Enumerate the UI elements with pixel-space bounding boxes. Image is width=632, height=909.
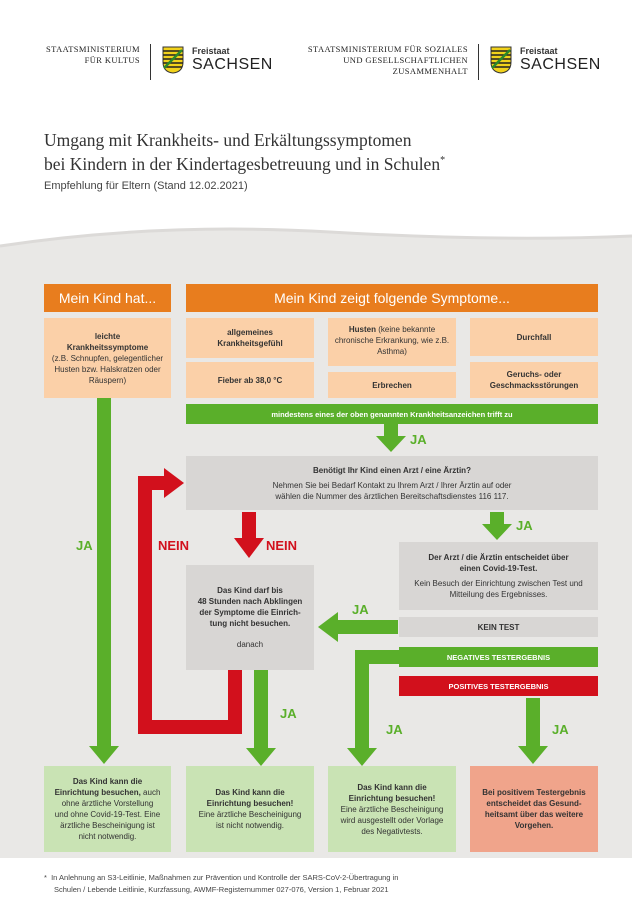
outcome1-rest2: ohne ärztliche Vorstellung <box>61 799 154 808</box>
footnote-line1 <box>44 872 604 884</box>
ministry-soziales-line3: ZUSAMMENHALT <box>392 66 468 76</box>
outcome1-rest3: und ohne Covid-19-Test. Eine <box>54 810 161 819</box>
outcome-visit-no-test <box>44 766 171 852</box>
outcome3-rest2: wird ausgestellt oder Vorlage <box>340 815 444 825</box>
positive-result-bar: POSITIVES TESTERGEBNIS <box>399 676 598 696</box>
doctor-question-line1: Nehmen Sie bei Bedarf Kontakt zu Ihrem Arzt / Ihrer Ärztin auf oder <box>272 480 512 490</box>
outcome1-bold2: Einrichtung besuchen, <box>54 788 141 797</box>
outcome4-line3: heitsamt über das weitere <box>484 810 584 819</box>
outcome2-bold2: Einrichtung besuchen! <box>206 799 294 808</box>
outcome1-bold1: Das Kind kann die <box>72 777 143 786</box>
symptom-smell-taste-text: Geruchs- oder Geschmacksstörungen <box>489 370 579 390</box>
label-yes-criteria: JA <box>410 432 427 447</box>
symptom-general-illness-text: allgemeines Krankheitsgefühl <box>217 328 283 348</box>
freistaat-label-left: Freistaat <box>192 46 230 56</box>
saxony-crest-icon <box>490 46 512 74</box>
ministry-soziales-line1: STAATSMINISTERIUM FÜR SOZIALES <box>307 44 468 54</box>
ministry-kultus <box>44 44 140 66</box>
symptom-general-illness <box>186 318 314 358</box>
page-title-line2 <box>44 154 445 175</box>
symptom-vomiting-text: Erbrechen <box>372 380 412 390</box>
outcome2-rest1: Eine ärztliche Bescheinigung <box>198 810 302 819</box>
symptom-cough-bold: Husten <box>348 325 376 334</box>
footnote <box>44 872 604 896</box>
freistaat-label-right: Freistaat <box>520 46 558 56</box>
outcome1-line2 <box>55 787 161 798</box>
no-test-bar: KEIN TEST <box>399 617 598 637</box>
outcome3-bold2: Einrichtung besuchen! <box>348 793 436 803</box>
outcome4-line1: Bei positivem Testergebnis <box>482 788 586 797</box>
outcome-visit-after-recovery <box>186 766 314 852</box>
outcome2-rest2: ist nicht notwendig. <box>215 821 285 830</box>
doctor-question-line2: wählen die Nummer des ärztlichen Bereitschaftsdienstes 116 117. <box>275 491 509 501</box>
outcome3-rest3: des Negativtests. <box>361 826 423 836</box>
label-yes-notest: JA <box>352 602 369 617</box>
sachsen-label-right: SACHSEN <box>520 56 601 73</box>
negative-result-bar: NEGATIVES TESTERGEBNIS <box>399 647 598 667</box>
symptom-cough <box>328 318 456 366</box>
header-divider-left <box>150 44 151 80</box>
symptom-diarrhea-text: Durchfall <box>516 332 552 342</box>
label-yes-positive: JA <box>552 722 569 737</box>
outcome4-line4: Vorgehen. <box>514 821 554 830</box>
doctor-decides-title2: einen Covid-19-Test. <box>459 564 538 573</box>
mild-symptoms-title2: Krankheitssymptome <box>66 342 149 352</box>
header-my-child-has: Mein Kind hat... <box>44 284 171 312</box>
symptom-vomiting <box>328 372 456 398</box>
doctor-question-title: Benötigt Ihr Kind einen Arzt / eine Ärztin? <box>313 465 471 475</box>
stay-home-line1: Das Kind darf bis <box>217 586 283 595</box>
stay-home-line3: der Symptome die Einrich- <box>199 608 301 617</box>
label-yes-negative: JA <box>386 722 403 737</box>
mild-symptoms-detail: (z.B. Schnupfen, gelegentlicher Husten bzw. Halskratzen oder Räuspern) <box>51 353 164 385</box>
doctor-decides-box <box>399 542 598 610</box>
symptom-diarrhea <box>470 318 598 356</box>
stay-home-after: danach <box>236 640 264 649</box>
doctor-decides-line1: Kein Besuch der Einrichtung zwischen Test und <box>414 579 583 588</box>
outcome1-rest1: auch <box>140 788 161 797</box>
doctor-decides-line2: Mitteilung des Ergebnisses. <box>449 590 548 599</box>
doctor-question-box <box>186 456 598 510</box>
outcome-positive-health-office <box>470 766 598 852</box>
ministry-kultus-line1: STAATSMINISTERIUM <box>46 44 140 54</box>
criteria-bar: mindestens eines der oben genannten Krankheitsanzeichen trifft zu <box>186 404 598 424</box>
footnote-line1-text: In Anlehnung an S3-Leitlinie, Maßnahmen zur Prävention und Kontrolle der SARS-CoV-2-Übertragung in <box>51 873 399 882</box>
saxony-crest-icon <box>162 46 184 74</box>
ministry-kultus-line2: FÜR KULTUS <box>84 55 140 65</box>
header-child-shows-symptoms: Mein Kind zeigt folgende Symptome... <box>186 284 598 312</box>
label-yes-doctor: JA <box>516 518 533 533</box>
outcome3-bold1: Das Kind kann die <box>357 782 427 792</box>
sachsen-label-left: SACHSEN <box>192 56 273 73</box>
symptom-fever <box>186 362 314 398</box>
ministry-soziales <box>300 44 468 77</box>
label-no-left: NEIN <box>158 538 190 553</box>
outcome1-rest5: nicht notwendig. <box>78 832 137 841</box>
symptom-smell-taste <box>470 362 598 398</box>
ministry-soziales-line2: UND GESELLSCHAFTLICHEN <box>343 55 468 65</box>
label-yes-mild: JA <box>76 538 93 553</box>
outcome2-bold1: Das Kind kann die <box>215 788 285 797</box>
footnote-mark: * <box>44 873 47 882</box>
stay-home-line4: tung nicht besuchen. <box>209 619 291 628</box>
stay-home-line2: 48 Stunden nach Abklingen <box>197 597 303 606</box>
stay-home-box <box>186 565 314 670</box>
outcome-visit-negative-test <box>328 766 456 852</box>
symptom-fever-text: Fieber ab 38,0 °C <box>217 375 283 385</box>
label-yes-stayhome: JA <box>280 706 297 721</box>
header-divider-right <box>478 44 479 80</box>
page-title-line1: Umgang mit Krankheits- und Erkältungssymptomen <box>44 130 412 150</box>
mild-symptoms-box <box>44 318 171 398</box>
page-title-line2-text: bei Kindern in der Kindertagesbetreuung und in Schulen <box>44 154 441 174</box>
mild-symptoms-title: leichte <box>94 331 121 341</box>
title-footnote-mark: * <box>440 155 446 167</box>
doctor-decides-title1: Der Arzt / die Ärztin entscheidet über <box>428 553 569 562</box>
outcome1-rest4: ärztliche Bescheinigung ist <box>60 821 155 830</box>
outcome4-line2: entscheidet das Gesund- <box>486 799 582 808</box>
footnote-line2: Schulen / Lebende Leitlinie, Kurzfassung, AWMF-Registernummer 027-076, Version 1, Februar 2021 <box>54 885 389 894</box>
label-no-right: NEIN <box>266 538 298 553</box>
page-subtitle: Empfehlung für Eltern (Stand 12.02.2021) <box>44 180 248 192</box>
outcome3-rest1: Eine ärztliche Bescheinigung <box>340 804 444 814</box>
symptom-cough-detail: (keine bekannte chronische Erkrankung, wie z.B. Asthma) <box>334 325 450 356</box>
